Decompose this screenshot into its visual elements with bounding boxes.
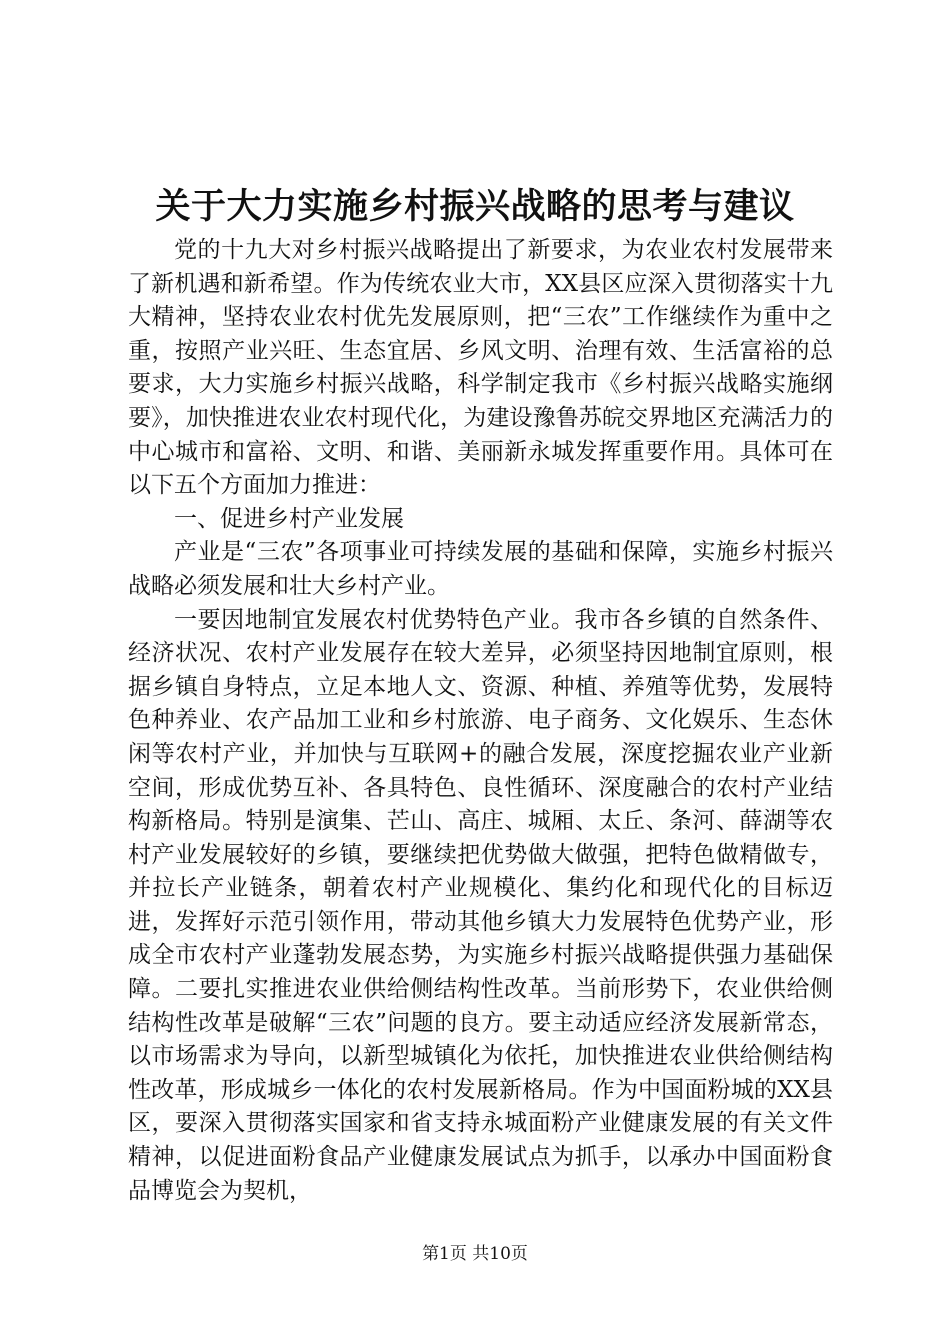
paragraph-section-1-detail: 一要因地制宜发展农村优势特色产业。我市各乡镇的自然条件、经济状况、农村产业发展存在较大差异，必须坚持因地制宜原则，根据乡镇自身特点，立足本地人文、资源、种植、养殖等优势，发展特色种养业、农产品加工业和乡村旅游、电子商务、文化娱乐、生态休闲等农村产业，并加快与互联网+的融合发展，深度挖掘农业产业新空间，形成优势互补、各具特色、良性循环、深度融合的农村产业结构新格局。特别是演集、芒山、高庄、城厢、太丘、条河、薛湖等农村产业发展较好的乡镇，要继续把优势做大做强，把特色做精做专，并拉长产业链条，朝着农村产业规模化、集约化和现代化的目标迈进，发挥好示范引领作用，带动其他乡镇大力发展特色优势产业，形成全市农村产业蓬勃发展态势，为实施乡村振兴战略提供强力基础保障。二要扎实推进农业供给侧结构性改革。当前形势下，农业供给侧结构性改革是破解“三农”问题的良方。要主动适应经济发展新常态，以市场需求为导向，以新型城镇化为依托，加快推进农业供给侧结构性改革，形成城乡一体化的农村发展新格局。作为中国面粉城的XX县区，要深入贯彻落实国家和省支持永城面粉产业健康发展的有关文件精神，以促进面粉食品产业健康发展试点为抓手，以承办中国面粉食品博览会为契机， [128, 606, 833, 1204]
page-footer: 第1页 共10页 [422, 1244, 528, 1264]
paragraph-intro: 党的十九大对乡村振兴战略提出了新要求，为农业农村发展带来了新机遇和新希望。作为传统农业大市，XX县区应深入贯彻落实十九大精神，坚持农业农村优先发展原则，把“三农”工作继续作为重中之重，按照产业兴旺、生态宜居、乡风文明、治理有效、生活富裕的总要求，大力实施乡村振兴战略，科学制定我市《乡村振兴战略实施纲要》，加快推进农业农村现代化，为建设豫鲁苏皖交界地区充满活力的中心城市和富裕、文明、和谐、美丽新永城发挥重要作用。具体可在以下五个方面加力推进： [128, 237, 833, 499]
document-body [128, 234, 833, 1208]
document-title: 关于大力实施乡村振兴战略的思考与建议 [155, 187, 795, 227]
section-heading-1: 一、促进乡村产业发展 [174, 505, 404, 532]
paragraph-section-1-lead: 产业是“三农”各项事业可持续发展的基础和保障，实施乡村振兴战略必须发展和壮大乡村产业。 [128, 539, 833, 599]
